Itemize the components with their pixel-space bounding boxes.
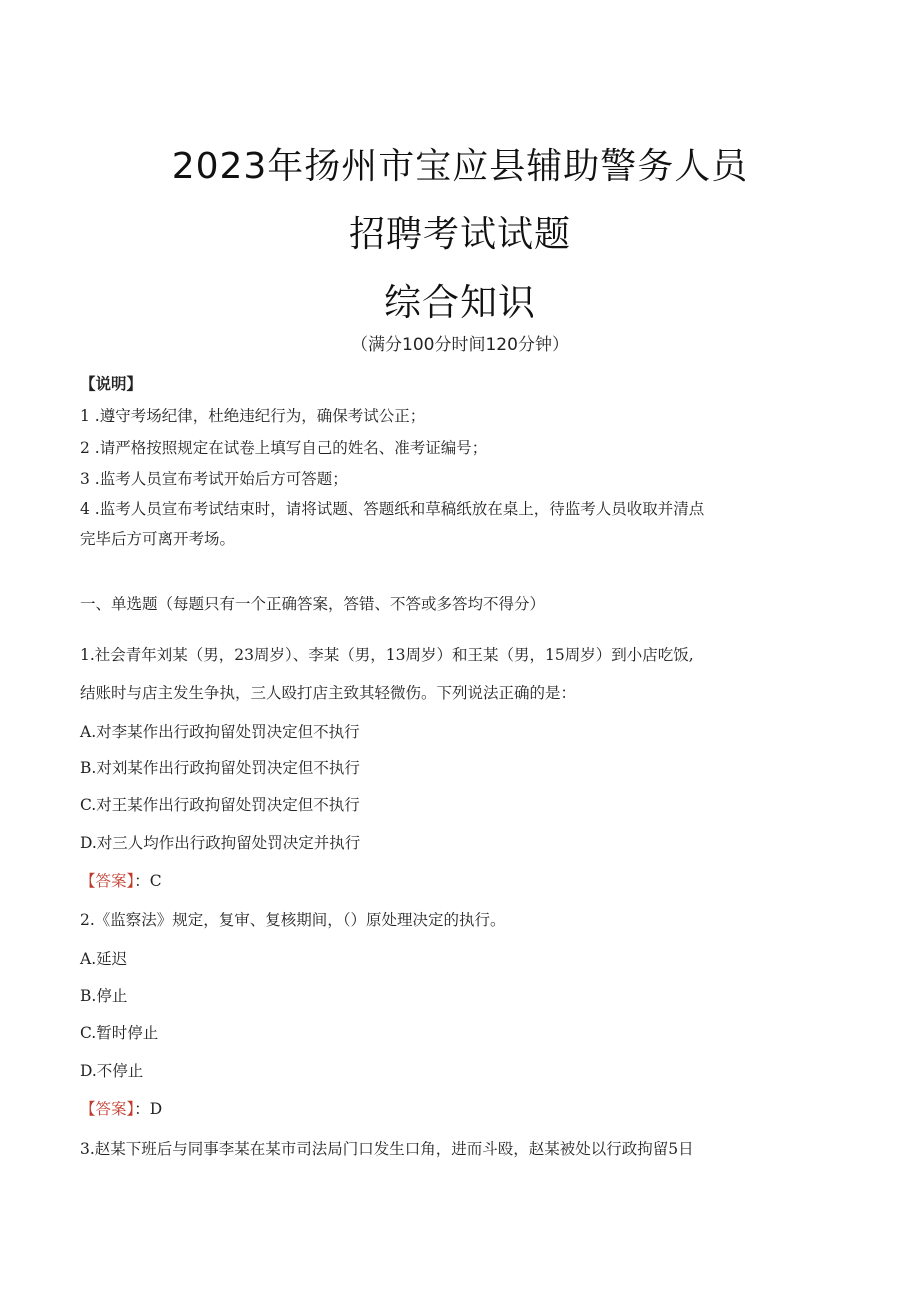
instruction-item-2: 2 .请严格按照规定在试卷上填写自己的姓名、准考证编号； [80,439,488,457]
instruction-item-4: 4 .监考人员宣布考试结束时，请将试题、答题纸和草稿纸放在桌上，待监考人员收取并清点 [80,500,705,518]
question-2-option-b: B.停止 [80,987,128,1005]
instructions-heading: 【说明】 [80,375,143,393]
question-1-option-a: A.对李某作出行政拘留处罚决定但不执行 [80,723,360,741]
question-1-option-d: D.对三人均作出行政拘留处罚决定并执行 [80,834,361,852]
instruction-item-4-cont: 完毕后方可离开考场。 [80,530,236,548]
instruction-item-3: 3 .监考人员宣布考试开始后方可答题； [80,470,348,488]
answer-value: ：C [134,872,162,890]
question-2-answer [80,1097,162,1119]
question-1-stem-line-2: 结账时与店主发生争执，三人殴打店主致其轻微伤。下列说法正确的是： [80,684,577,702]
answer-value: ：D [134,1100,163,1118]
page-title-line-2: 招聘考试试题 [348,214,571,255]
question-2-option-c: C.暂时停止 [80,1024,159,1042]
exam-info-subtitle: （满分100分时间120分钟） [351,335,569,355]
question-3-stem-line-1: 3.赵某下班后与同事李某在某市司法局门口发生口角，进而斗殴，赵某被处以行政拘留5日 [80,1140,694,1158]
page-title-line-1: 2023年扬州市宝应县辅助警务人员 [171,146,749,187]
section-heading: 一、单选题（每题只有一个正确答案，答错、不答或多答均不得分） [80,595,546,613]
question-1-stem-line-1: 1.社会青年刘某（男，23周岁）、李某（男，13周岁）和王某（男，15周岁）到小店吃饭, [80,646,694,664]
question-1-answer [80,869,162,891]
page-title-line-3: 综合知识 [384,281,536,324]
question-2-option-d: D.不停止 [80,1062,144,1080]
instruction-item-1: 1 .遵守考场纪律，杜绝违纪行为，确保考试公正； [80,407,426,425]
question-2-stem: 2.《监察法》规定，复审、复核期间，（）原处理决定的执行。 [80,911,506,929]
answer-label: 【答案】 [80,1100,135,1118]
question-1-option-c: C.对王某作出行政拘留处罚决定但不执行 [80,796,360,814]
question-2-option-a: A.延迟 [80,950,128,968]
answer-label: 【答案】 [80,872,135,890]
question-1-option-b: B.对刘某作出行政拘留处罚决定但不执行 [80,759,360,777]
